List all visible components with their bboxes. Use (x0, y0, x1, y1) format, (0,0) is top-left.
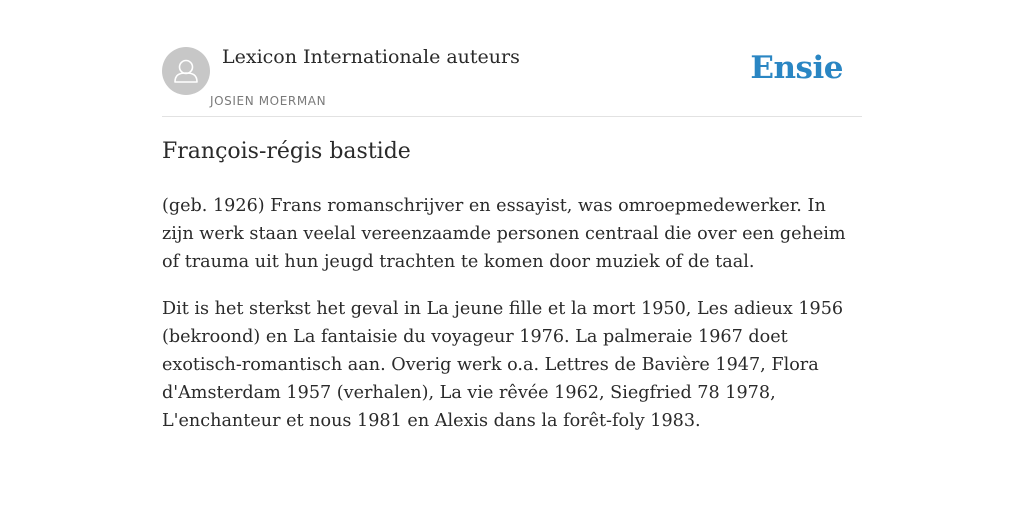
user-silhouette-icon (162, 47, 210, 95)
article-paragraph: Dit is het sterkst het geval in La jeune fille et la mort 1950, Les adieux 1956 (bekroond) en La fantaisie du voyageur 1976. La palmeraie 1967 doet exotisch-romantisch aan. Overig werk o.a. Lettres de Bavière 1947, Flora d'Amsterdam 1957 (verhalen), La vie rêvée 1962, Siegfried 78 1978, L'enchanteur et nous 1981 en Alexis dans la forêt-foly 1983. (162, 299, 844, 431)
source-title[interactable]: Lexicon Internationale auteurs (222, 46, 520, 68)
header (162, 44, 862, 117)
author-name[interactable]: JOSIEN MOERMAN (210, 94, 327, 108)
avatar[interactable] (162, 47, 210, 95)
article-paragraph: (geb. 1926) Frans romanschrijver en essayist, was omroepmedewerker. In zijn werk staan veelal vereenzaamde personen centraal die over een geheim of trauma uit hun jeugd trachten te komen door muziek of de taal. (162, 196, 846, 272)
article-title: François-régis bastide (162, 139, 411, 164)
ensie-logo[interactable]: Ensie (750, 50, 843, 86)
